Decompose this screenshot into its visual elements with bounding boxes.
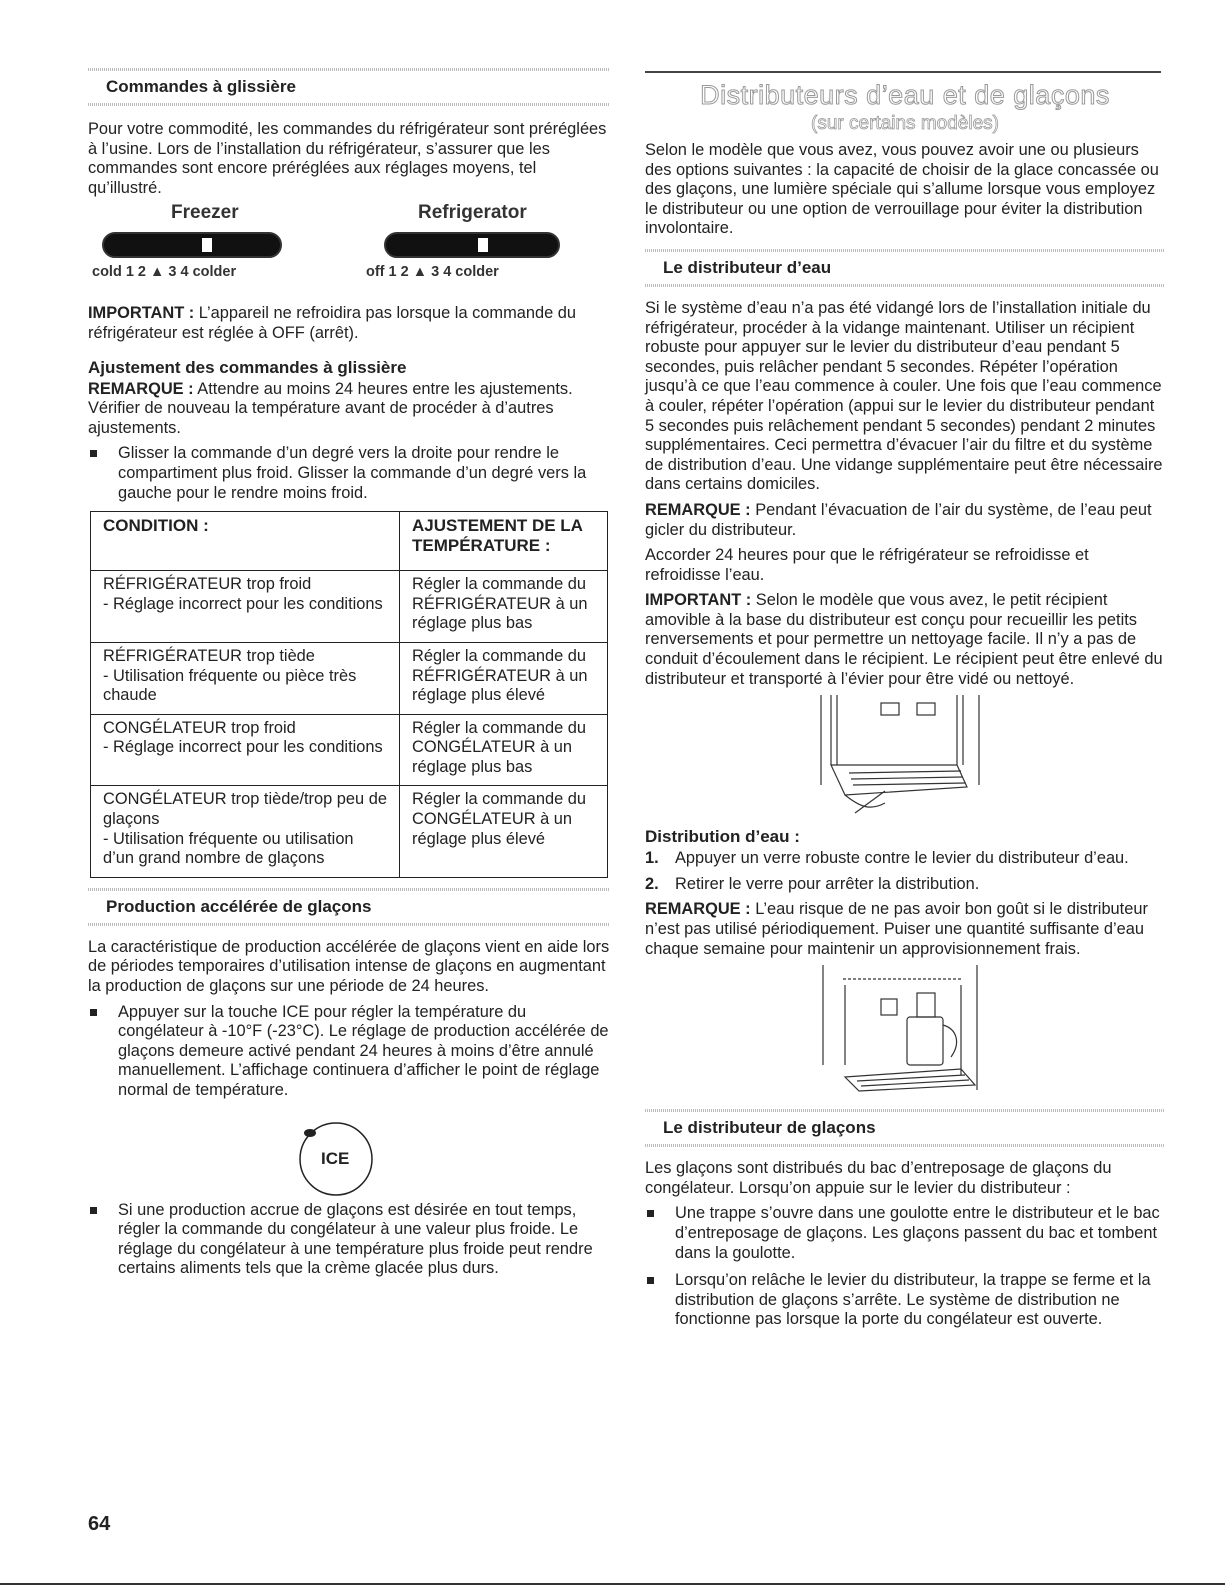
dispensing-water-title: Distribution d’eau : xyxy=(645,827,800,847)
refrigerator-slider xyxy=(384,232,560,258)
step-item: 1. Appuyer un verre robuste contre le levier du distributeur d’eau. xyxy=(645,849,1129,868)
adjustment-cell: Régler la commande du CONGÉLATEUR à un réglage plus élevé xyxy=(400,786,608,877)
refrigerator-label: Refrigerator xyxy=(418,202,527,224)
condition-cell: CONGÉLATEUR trop tiède/trop peu de glaçons - Utilisation fréquente ou utilisation d’un grand nombre de glaçons xyxy=(91,786,400,877)
adjustment-cell: Régler la commande du CONGÉLATEUR à un réglage plus bas xyxy=(400,714,608,786)
freezer-slider xyxy=(102,232,282,258)
ice-button-illustration xyxy=(88,1109,610,1201)
bullet-item xyxy=(88,1003,610,1101)
table-row xyxy=(91,642,608,714)
important-note xyxy=(645,591,1165,689)
taste-remark xyxy=(645,900,1165,959)
remark-text: Pendant l’évacuation de l’air du système, de l’eau peut gicler du distributeur. xyxy=(645,500,1152,539)
condition-cell: RÉFRIGÉRATEUR trop tiède - Utilisation fréquente ou pièce très chaude xyxy=(91,642,400,714)
important-text: Selon le modèle que vous avez, le petit récipient amovible à la base du distributeur est conçu pour recueillir les petits renversements et pour permettre un nettoyage facile. Il n’y a pas de conduit d’écoulement dans le récipient. Le récipient peut être enlevé du distributeur et transporté à l’évier pour être vidé ou nettoyé. xyxy=(645,591,1163,688)
bullet-item xyxy=(88,444,610,503)
page-number: 64 xyxy=(88,1513,111,1535)
dispenser-illustration xyxy=(645,695,1165,819)
adjustment-table xyxy=(90,511,608,878)
glass-dispensing-illustration xyxy=(645,965,1165,1095)
right-column xyxy=(645,68,1165,1338)
step-item: 2. Retirer le verre pour arrêter la distribution. xyxy=(645,874,980,893)
divider xyxy=(88,923,610,926)
bullet-text: Appuyer sur la touche ICE pour régler la température du congélateur à -10°F (-23°C). Le réglage de production accélérée de glaçons demeure activé pendant 24 heures à moins d’être annulé manuellement. L’affichage continuera d’afficher le point de réglage normal de température. xyxy=(118,1002,609,1099)
left-column xyxy=(88,68,610,1287)
section-title-ice-dispenser: Le distributeur de glaçons xyxy=(663,1118,876,1138)
step-text: Appuyer un verre robuste contre le levier du distributeur d’eau. xyxy=(675,849,1129,868)
important-note xyxy=(88,304,610,343)
bullet-item xyxy=(88,1201,610,1279)
adjust-remark xyxy=(88,380,610,439)
water-remark xyxy=(645,501,1165,540)
water-dispenser-text: Si le système d’eau n’a pas été vidangé lors de l’installation initiale du réfrigérateur, procéder à la vidange maintenant. Utiliser un récipient robuste pour appuyer sur le levier du distributeur d’eau pendant 5 secondes, puis relâcher pendant 5 secondes. Répéter l’opération jusqu’à ce que l’eau commence à couler. Une fois que l’eau commence à couler, répéter l’opération (appui sur le levier du distributeur pendant 5 secondes puis relâchement pendant 5 secondes) pendant 2 minutes supplémentaires. Ceci permettra d’évacuer l’air du filtre et du système de distribution d’eau. Une vidange supplémentaire peut être nécessaire dans certains domiciles. xyxy=(645,298,1163,494)
section-title-slider-controls: Commandes à glissière xyxy=(106,77,296,96)
adjustment-cell: Régler la commande du RÉFRIGÉRATEUR à un réglage plus élevé xyxy=(400,642,608,714)
ice-label: ICE xyxy=(321,1148,350,1168)
remark-text: L’eau risque de ne pas avoir bon goût si le distributeur n’est pas utilisé périodiquement. Puiser une quantité suffisante d’eau chaque semaine pour maintenir un approvisionnement frais. xyxy=(645,900,1148,958)
freezer-label: Freezer xyxy=(171,202,239,224)
table-header: CONDITION : xyxy=(91,512,400,571)
important-label: IMPORTANT : xyxy=(645,591,752,610)
section-title-quick-ice: Production accélérée de glaçons xyxy=(106,896,372,916)
freezer-scale: cold 1 2 ▲ 3 4 colder xyxy=(92,264,237,281)
important-label: IMPORTANT : xyxy=(88,304,195,323)
divider xyxy=(645,284,1165,287)
bullet-text: Si une production accrue de glaçons est désirée en tout temps, régler la commande du congélateur à une valeur plus froide. Le réglage du congélateur à une température plus froide peut rendre certains aliments tels que la crème glacée plus durs. xyxy=(118,1200,593,1278)
page-subtitle: (sur certains modèles) xyxy=(811,113,999,134)
adjust-title: Ajustement des commandes à glissière xyxy=(88,357,407,377)
divider xyxy=(645,1144,1165,1147)
condition-cell: RÉFRIGÉRATEUR trop froid - Réglage incorrect pour les conditions xyxy=(91,571,400,643)
allow-24h-text: Accorder 24 heures pour que le réfrigérateur se refroidisse et refroidisse l’eau. xyxy=(645,546,1089,584)
refrigerator-scale: off 1 2 ▲ 3 4 colder xyxy=(366,264,499,281)
section-title-water-dispenser: Le distributeur d’eau xyxy=(663,257,832,277)
remark-label: REMARQUE : xyxy=(88,379,194,398)
bullet-text: Lorsqu’on relâche le levier du distributeur, la trappe se ferme et la distribution de glaçons s’arrête. Le système de distribution ne fonctionne pas lorsque la porte du congélateur est ouverte. xyxy=(675,1271,1151,1329)
bullet-text: Glisser la commande d’un degré vers la droite pour rendre le compartiment plus froid. Glisser la commande d’un degré vers la gauche pour le rendre moins froid. xyxy=(118,444,587,502)
remark-text: Attendre au moins 24 heures entre les ajustements. Vérifier de nouveau la température avant de procéder à d’autres ajustements. xyxy=(88,379,573,437)
slider-controls-illustration xyxy=(88,204,610,290)
bullet-text: Une trappe s’ouvre dans une goulotte entre le distributeur et le bac d’entreposage de glaçons. Les glaçons passent du bac et tombent dans la goulotte. xyxy=(675,1204,1160,1262)
ice-dispenser-text: Les glaçons sont distribués du bac d’entreposage de glaçons du congélateur. Lorsqu’on appuie sur le levier du distributeur : xyxy=(645,1159,1112,1197)
bullet-item xyxy=(645,1204,1165,1263)
refrigerator-slider-thumb xyxy=(478,238,488,252)
table-row xyxy=(91,571,608,643)
page-title: Distributeurs d’eau et de glaçons xyxy=(700,80,1110,110)
dispenser-intro: Selon le modèle que vous avez, vous pouvez avoir une ou plusieurs des options suivantes : la capacité de choisir de la glace concassée ou des glaçons, une lumière spéciale qui s’allume lorsque vous employez le distributeur ou une option de verrouillage pour éviter la distribution involontaire. xyxy=(645,141,1159,238)
table-row xyxy=(91,786,608,877)
bullet-item xyxy=(645,1271,1165,1330)
important-text: L’appareil ne refroidira pas lorsque la commande du réfrigérateur est réglée à OFF (arrêt). xyxy=(88,304,576,342)
table-row xyxy=(91,714,608,786)
divider xyxy=(88,103,610,106)
adjustment-cell: Régler la commande du RÉFRIGÉRATEUR à un réglage plus bas xyxy=(400,571,608,643)
remark-label: REMARQUE : xyxy=(645,900,751,919)
table-header: AJUSTEMENT DE LA TEMPÉRATURE : xyxy=(400,512,608,571)
slider-intro-text: Pour votre commodité, les commandes du réfrigérateur sont préréglées à l’usine. Lors de l’installation du réfrigérateur, s’assurer que les commandes sont encore préréglées aux réglages moyens, tel qu’illustré. xyxy=(88,120,607,197)
freezer-slider-thumb xyxy=(202,238,212,252)
quick-ice-text: La caractéristique de production accélérée de glaçons vient en aide lors de périodes temporaires d’utilisation intense de glaçons en augmentant la production de glaçons sur une période de 24 heures. xyxy=(88,937,610,996)
step-text: Retirer le verre pour arrêter la distribution. xyxy=(675,874,980,893)
remark-label: REMARQUE : xyxy=(645,500,751,519)
condition-cell: CONGÉLATEUR trop froid - Réglage incorrect pour les conditions xyxy=(91,714,400,786)
